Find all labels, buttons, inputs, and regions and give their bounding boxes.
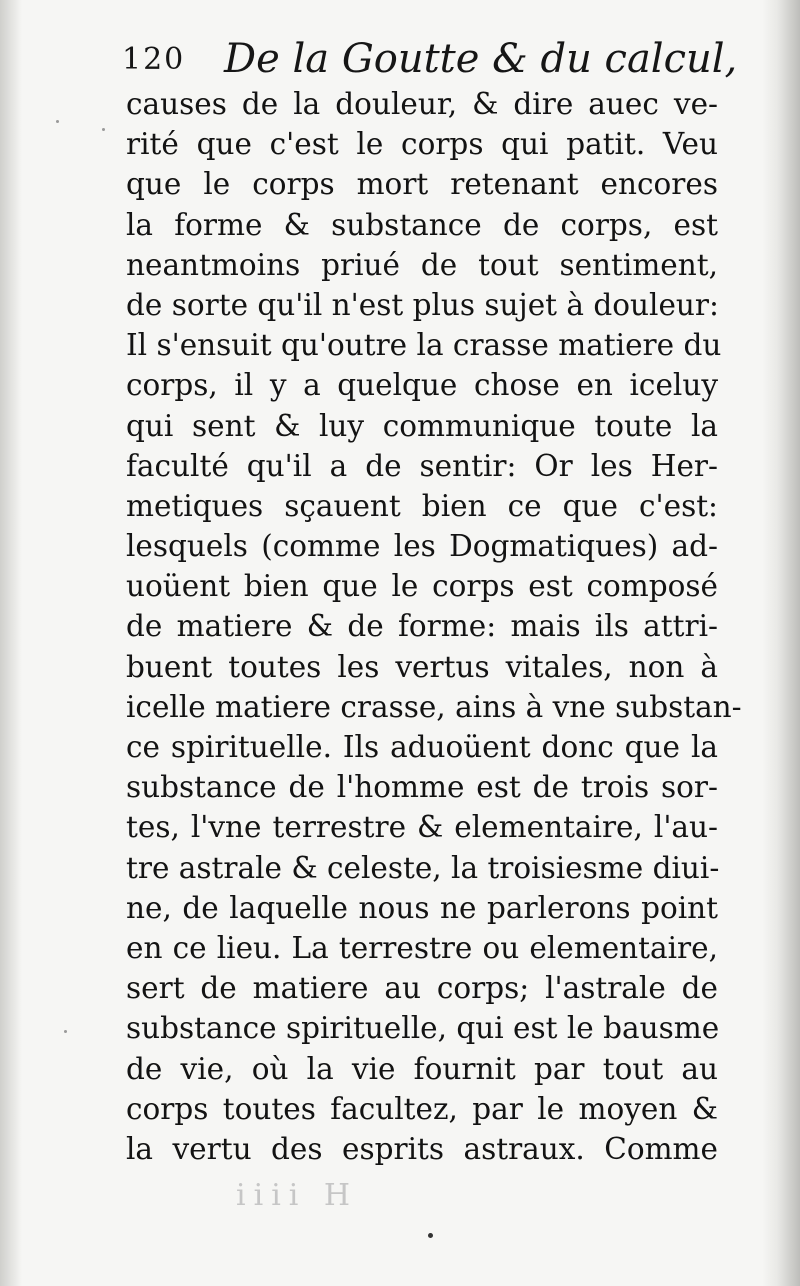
running-head: De la Goutte & du calcul, (224, 36, 738, 82)
text-line: substance de l'homme est de trois sor- (126, 770, 718, 805)
text-line: ce spirituelle. Ils aduoüent donc que la (126, 730, 718, 764)
text-line: Il s'ensuit qu'outre la crasse matiere du (126, 328, 722, 363)
text-line: corps toutes facultez, par le moyen & (126, 1091, 718, 1126)
text-line: icelle matiere crasse, ains à vne substan- (126, 689, 742, 724)
text-line: qui sent & luy communique toute la (126, 408, 718, 443)
text-line: metiques sçauent bien ce que c'est: (126, 488, 718, 523)
paper-speck (102, 128, 105, 131)
text-line: de matiere & de forme: mais ils attri- (126, 609, 718, 644)
text-line: buent toutes les vertus vitales, non à (126, 649, 718, 684)
signature-mark: iiii H (236, 1178, 359, 1213)
paper-speck (64, 1030, 67, 1033)
text-line: tes, l'vne terrestre & elementaire, l'au- (126, 810, 718, 845)
text-line: neantmoins priué de tout sentiment, (126, 247, 718, 282)
paper-speck (56, 120, 59, 123)
text-line: ne, de laquelle nous ne parlerons point (126, 890, 718, 925)
text-line: sert de matiere au corps; l'astrale de (126, 971, 718, 1006)
text-line: corps, il y a quelque chose en iceluy (126, 368, 718, 403)
text-line: que le corps mort retenant encores (126, 167, 718, 202)
text-line: tre astrale & celeste, la troisiesme diui- (126, 850, 720, 885)
body-text (126, 84, 742, 1174)
text-line: faculté qu'il a de sentir: Or les Her- (126, 448, 718, 483)
text-line: lesquels (comme les Dogmatiques) ad- (126, 529, 718, 564)
text-line: de vie, où la vie fournit par tout au (126, 1051, 718, 1086)
text-line: causes de la douleur, & dire auec ve- (126, 87, 718, 121)
page-number: 120 (122, 42, 186, 77)
page-edge-shadow (762, 0, 800, 1286)
text-line: uoüent bien que le corps est composé (126, 569, 718, 604)
text-line: en ce lieu. La terrestre ou elementaire, (126, 930, 718, 965)
page-gutter-shadow (0, 0, 22, 1286)
text-line: de sorte qu'il n'est plus sujet à douleur: (126, 287, 719, 322)
text-line: la forme & substance de corps, est (126, 207, 718, 242)
text-line: la vertu des esprits astraux. Comme (126, 1131, 718, 1166)
text-line: substance spirituelle, qui est le bausme (126, 1011, 720, 1046)
text-line: rité que c'est le corps qui patit. Veu (126, 127, 718, 162)
ink-dot (428, 1233, 433, 1238)
